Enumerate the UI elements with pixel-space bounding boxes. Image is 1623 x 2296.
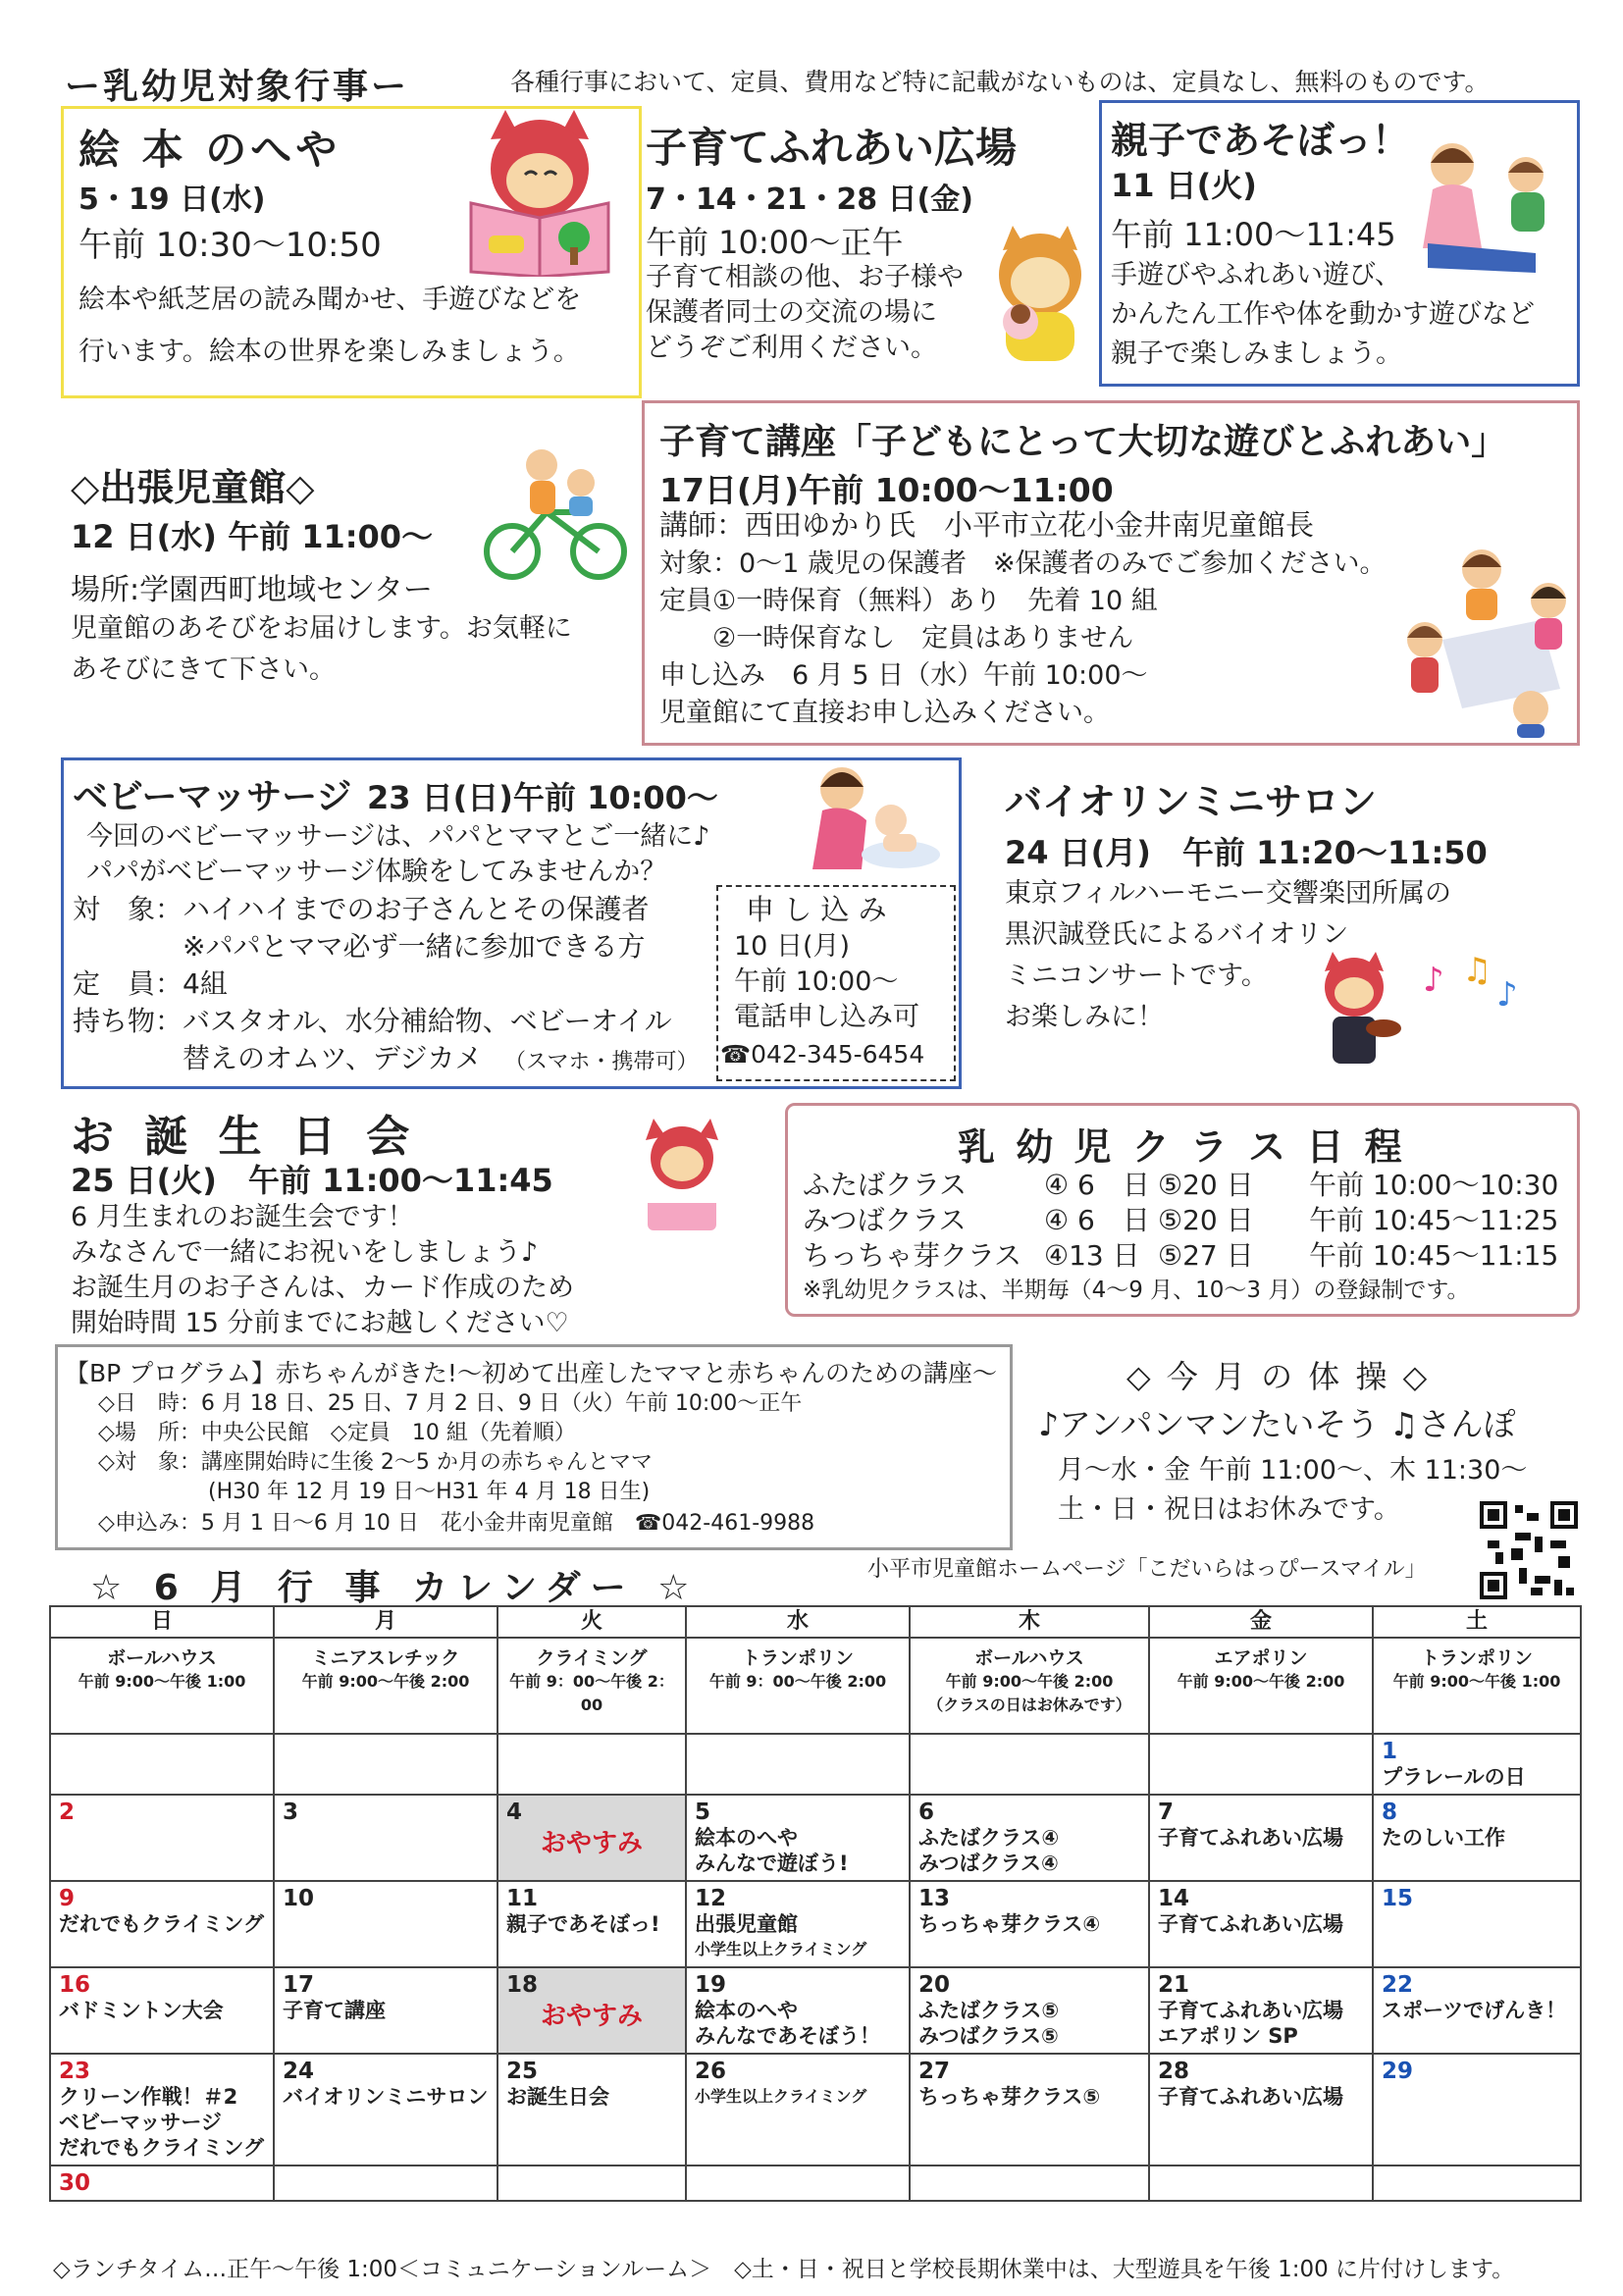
koza-date: 17日(月)午前 10:00～11:00	[659, 471, 1114, 509]
calendar-event: おやすみ	[540, 1829, 643, 1858]
equipment-note: （クラスの日はお休みです）	[927, 1696, 1131, 1714]
oyako-title: 親子であそぼっ！	[1111, 119, 1410, 162]
calendar-day-cell	[50, 1795, 274, 1881]
class-row-d2: ⑤27 日	[1158, 1239, 1254, 1272]
calendar-day-cell	[910, 2054, 1149, 2166]
calendar-day-cell	[50, 1734, 274, 1795]
calendar-event: ちっちゃ芽クラス⑤	[918, 2085, 1101, 2109]
calendar-day-cell	[686, 1795, 910, 1881]
svg-text:♪: ♪	[1423, 961, 1444, 1000]
equipment-cell	[1373, 1638, 1581, 1734]
day-number: 3	[283, 1800, 299, 1825]
equipment-name: ミニアスレチック	[311, 1647, 460, 1669]
koza-apply-2: 児童館にて直接お申し込みください。	[659, 698, 1110, 728]
calendar-event: プラレールの日	[1382, 1765, 1526, 1789]
calendar-day-cell	[1149, 1881, 1373, 1967]
homepage-label: 小平市児童館ホームページ「こだいらはっぴースマイル」	[867, 1557, 1427, 1582]
calendar-day-cell	[686, 2166, 910, 2201]
baby-date: 23 日(日)午前 10:00～	[367, 779, 718, 816]
equipment-cell	[686, 1638, 910, 1734]
calendar-event: バイオリンミニサロン	[283, 2085, 489, 2109]
calendar-event: 子育てふれあい広場	[1158, 1912, 1343, 1936]
calendar-week-row	[50, 1795, 1581, 1881]
baby-apply-time: 午前 10:00～	[734, 966, 899, 997]
calendar-day-cell	[50, 1881, 274, 1967]
calendar-event: スポーツでげんき！	[1382, 1999, 1567, 2022]
weekday-header: 水	[686, 1606, 910, 1638]
day-number: 29	[1382, 2059, 1414, 2084]
calendar-event: 子育てふれあい広場	[1158, 1826, 1343, 1850]
equipment-time: 午前 9：00～午後 2:00	[708, 1672, 887, 1691]
day-number: 11	[506, 1886, 539, 1911]
calendar-event: バドミントン大会	[59, 1999, 224, 2022]
day-number: 9	[59, 1886, 76, 1911]
weekday-header: 土	[1373, 1606, 1581, 1638]
class-row-d1: ④ 6 日	[1044, 1204, 1150, 1236]
calendar-day-cell	[910, 1881, 1149, 1967]
baby-desc-2: パパがベビーマッサージ体験をしてみませんか？	[86, 857, 667, 887]
bp-title: 【BP プログラム】赤ちゃんがきた!～初めて出産したママと赤ちゃんのための講座～	[65, 1359, 997, 1387]
calendar-day-cell	[1149, 2054, 1373, 2166]
calendar-day-cell	[497, 1734, 686, 1795]
weekday-header: 金	[1149, 1606, 1373, 1638]
hiroba-title: 子育てふれあい広場	[646, 124, 1018, 172]
shutcho-date: 12 日(水) 午前 11:00～	[71, 518, 434, 555]
equipment-time: 午前 9:00～午後 1:00	[1392, 1672, 1561, 1691]
shutcho-title: ◇出張児童館◇	[71, 466, 315, 509]
calendar-event: 絵本のへや	[695, 1826, 798, 1850]
calendar-event: 小学生以上クライミング	[695, 2087, 867, 2106]
calendar-day-cell	[497, 1795, 686, 1881]
day-number: 12	[695, 1886, 727, 1911]
calendar-event: 小学生以上クライミング	[695, 1940, 867, 1958]
calendar-day-cell	[50, 2054, 274, 2166]
svg-text:♪: ♪	[1496, 975, 1518, 1015]
day-number: 26	[695, 2059, 727, 2084]
calendar-day-cell	[50, 2166, 274, 2201]
birthday-desc-1: 6 月生まれのお誕生会です！	[71, 1202, 414, 1232]
oyako-desc-2: かんたん工作や体を動かす遊びなど	[1111, 299, 1535, 330]
baby-items-1: 持ち物：バスタオル、水分補給物、ベビーオイル	[73, 1005, 672, 1037]
equipment-cell	[910, 1638, 1149, 1734]
weekday-header: 火	[497, 1606, 686, 1638]
class-row-time: 午前 10:45～11:25	[1309, 1204, 1559, 1236]
equipment-time: 午前 9：00～午後 2：00	[509, 1672, 674, 1714]
cat-reading-illustration	[451, 110, 628, 277]
calendar-week-row	[50, 1881, 1581, 1967]
calendar-day-cell	[1373, 1967, 1581, 2054]
calendar-day-cell	[910, 1967, 1149, 2054]
weekday-header: 木	[910, 1606, 1149, 1638]
calendar-day-cell	[1149, 1734, 1373, 1795]
day-number: 13	[918, 1886, 951, 1911]
equipment-cell	[497, 1638, 686, 1734]
calendar-day-cell	[1373, 1795, 1581, 1881]
equipment-name: ボールハウス	[974, 1647, 1084, 1669]
calendar-day-cell	[274, 1967, 497, 2054]
baby-apply-date: 10 日(月)	[734, 931, 851, 962]
cat-violin-illustration	[1315, 952, 1541, 1070]
day-number: 18	[506, 1972, 539, 1998]
equipment-name: トランポリン	[741, 1647, 854, 1669]
calendar-event: ちっちゃ芽クラス④	[918, 1912, 1101, 1936]
birthday-desc-3: お誕生月のお子さんは、カード作成のため	[71, 1273, 574, 1303]
calendar-event: 出張児童館	[695, 1912, 798, 1936]
equipment-time: 午前 9:00～午後 2:00	[301, 1672, 470, 1691]
bp-place: ◇場 所：中央公民館 ◇定員 10 組（先着順）	[98, 1421, 576, 1445]
calendar-event: おやすみ	[540, 2002, 643, 2031]
calendar-weekday-row	[50, 1606, 1581, 1638]
day-number: 14	[1158, 1886, 1190, 1911]
hiroba-desc-2: 保護者同士の交流の場に	[646, 297, 937, 328]
baby-target-1: 対 象：ハイハイまでのお子さんとその保護者	[73, 893, 650, 925]
class-row-time: 午前 10:00～10:30	[1309, 1169, 1559, 1201]
day-number: 23	[59, 2059, 91, 2084]
calendar-day-cell	[1373, 1881, 1581, 1967]
baby-items-2: 替えのオムツ、デジカメ	[183, 1042, 483, 1074]
violin-title: バイオリンミニサロン	[1005, 780, 1377, 823]
day-number: 21	[1158, 1972, 1190, 1998]
calendar-event: エアポリン SP	[1158, 2024, 1298, 2048]
calendar-day-cell	[274, 2054, 497, 2166]
calendar-event: 子育てふれあい広場	[1158, 1999, 1343, 2022]
calendar-day-cell	[686, 1734, 910, 1795]
calendar-event: 子育て講座	[283, 1999, 386, 2022]
day-number: 7	[1158, 1800, 1175, 1825]
calendar-week-row	[50, 1967, 1581, 2054]
class-row-name: みつばクラス	[803, 1204, 967, 1236]
birthday-title: お 誕 生 日 会	[71, 1112, 418, 1162]
day-number: 25	[506, 2059, 539, 2084]
oyako-desc-1: 手遊びやふれあい遊び、	[1111, 260, 1401, 290]
class-row-d1: ④13 日	[1044, 1239, 1140, 1272]
calendar-event: みつばクラス④	[918, 1852, 1059, 1875]
section-title: ー乳幼児対象行事ー	[65, 67, 410, 107]
bp-apply: ◇申込み：5 月 1 日～6 月 10 日 花小金井南児童館 ☎042-461-9988	[98, 1511, 815, 1536]
day-number: 5	[695, 1800, 711, 1825]
equipment-time: 午前 9:00～午後 1:00	[78, 1672, 246, 1691]
calendar-day-cell	[274, 1795, 497, 1881]
koza-cap-1: 定員①一時保育（無料）あり 先着 10 組	[659, 586, 1158, 616]
calendar-day-cell	[686, 1881, 910, 1967]
ehon-date: 5・19 日(水)	[79, 183, 266, 217]
birthday-date: 25 日(火) 午前 11:00～11:45	[71, 1162, 553, 1199]
equipment-cell	[274, 1638, 497, 1734]
baby-massage-illustration	[793, 761, 950, 879]
taiso-time-2: 土・日・祝日はお休みです。	[1058, 1494, 1400, 1525]
day-number: 16	[59, 1972, 91, 1998]
calendar-event: ふたばクラス④	[918, 1826, 1060, 1850]
calendar-day-cell	[1149, 1795, 1373, 1881]
calendar-event: たのしい工作	[1382, 1826, 1505, 1850]
ehon-desc-2: 行います。絵本の世界を楽しみましょう。	[79, 337, 580, 367]
day-number: 17	[283, 1972, 315, 1998]
hiroba-desc-3: どうぞご利用ください。	[646, 333, 937, 363]
taiso-time-1: 月～水・金 午前 11:00～、木 11:30～	[1058, 1455, 1528, 1486]
classes-title: 乳 幼 児 ク ラ ス 日 程	[958, 1125, 1406, 1169]
calendar-event: ベビーマッサージ	[59, 2111, 222, 2134]
calendar-day-cell	[497, 2054, 686, 2166]
calendar-day-cell	[686, 1967, 910, 2054]
calendar-equipment-row	[50, 1638, 1581, 1734]
weekday-header: 日	[50, 1606, 274, 1638]
calendar-event: みんなであそぼう！	[695, 2024, 880, 2048]
violin-desc-4: お楽しみに！	[1005, 1002, 1164, 1032]
baby-apply-tel: ☎042-345-6454	[720, 1040, 925, 1069]
bp-target: ◇対 象：講座開始時に生後 2～5 か月の赤ちゃんとママ	[98, 1450, 653, 1475]
day-number: 6	[918, 1800, 935, 1825]
day-number: 22	[1382, 1972, 1414, 1998]
baby-cap: 定 員：4組	[73, 967, 228, 1000]
cat-cake-illustration	[628, 1119, 736, 1236]
calendar-event: だれでもクライミング	[59, 1912, 264, 1936]
calendar-day-cell	[910, 2166, 1149, 2201]
calendar-event: お誕生日会	[506, 2085, 609, 2109]
koza-title: 子育て講座「子どもにとって大切な遊びとふれあい」	[659, 422, 1507, 462]
calendar-day-cell	[497, 1967, 686, 2054]
equipment-name: ボールハウス	[107, 1647, 217, 1669]
violin-desc-3: ミニコンサートです。	[1005, 961, 1268, 991]
calendar-event: ふたばクラス⑤	[918, 1999, 1060, 2022]
calendar-event: みつばクラス⑤	[918, 2024, 1059, 2048]
oyako-time: 午前 11:00～11:45	[1111, 216, 1396, 253]
ehon-title: 絵 本 のへや	[79, 126, 341, 174]
birthday-desc-4: 開始時間 15 分前までにお越しください♡	[71, 1308, 569, 1338]
group-parents-illustration	[1403, 542, 1575, 738]
header-note: 各種行事において、定員、費用など特に記載がないものは、定員なし、無料のものです。	[510, 68, 1490, 96]
calendar-day-cell	[274, 1734, 497, 1795]
calendar-day-cell	[686, 2054, 910, 2166]
equipment-cell	[50, 1638, 274, 1734]
calendar-title: ☆ 6 月 行 事 カレンダー ☆	[90, 1568, 700, 1608]
calendar-week-row	[50, 2166, 1581, 2201]
calendar-day-cell	[1149, 1967, 1373, 2054]
ehon-time: 午前 10:30～10:50	[79, 226, 382, 265]
calendar-day-cell	[910, 1795, 1149, 1881]
class-row-d2: ⑤20 日	[1158, 1204, 1254, 1236]
calendar-day-cell	[50, 1967, 274, 2054]
event-calendar	[49, 1605, 1582, 2202]
koza-target: 対象：0～1 歳児の保護者 ※保護者のみでご参加ください。	[659, 548, 1387, 579]
taiso-songs: ♪アンパンマンたいそう ♫さんぽ	[1038, 1405, 1516, 1443]
calendar-week-row	[50, 1734, 1581, 1795]
violin-date: 24 日(月) 午前 11:20～11:50	[1005, 834, 1488, 871]
taiso-title: ◇ 今 月 の 体 操 ◇	[1126, 1358, 1431, 1395]
weekday-header: 月	[274, 1606, 497, 1638]
calendar-day-cell	[1149, 2166, 1373, 2201]
calendar-event: クリーン作戦！＃2	[59, 2085, 238, 2109]
calendar-day-cell	[1373, 1734, 1581, 1795]
class-row-name: ちっちゃ芽クラス	[803, 1239, 1022, 1272]
bicycle-illustration	[483, 444, 630, 581]
day-number: 8	[1382, 1800, 1398, 1825]
calendar-day-cell	[910, 1734, 1149, 1795]
equipment-name: トランポリン	[1420, 1647, 1533, 1669]
koza-cap-2: ②一時保育なし 定員はありません	[712, 623, 1134, 653]
baby-target-2: ※パパとママ必ず一緒に参加できる方	[183, 930, 646, 963]
calendar-day-cell	[1373, 2166, 1581, 2201]
baby-apply-tel-ok: 電話申し込み可	[734, 1002, 919, 1032]
oyako-date: 11 日(火)	[1111, 167, 1257, 204]
calendar-week-row	[50, 2054, 1581, 2166]
shutcho-place: 場所:学園西町地域センター	[71, 573, 433, 607]
day-number: 20	[918, 1972, 951, 1998]
violin-desc-2: 黒沢誠登氏によるバイオリン	[1005, 919, 1349, 950]
koza-apply: 申し込み 6 月 5 日（水）午前 10:00～	[659, 660, 1148, 691]
hiroba-date: 7・14・21・28 日(金)	[646, 183, 973, 217]
calendar-day-cell	[274, 1881, 497, 1967]
calendar-event: みんなで遊ぼう!	[695, 1852, 849, 1875]
day-number: 10	[283, 1886, 315, 1911]
classes-note: ※乳幼児クラスは、半期毎（4～9 月、10～3 月）の登録制です。	[803, 1278, 1470, 1303]
equipment-name: エアポリン	[1214, 1647, 1308, 1669]
class-row-name: ふたばクラス	[803, 1169, 968, 1201]
calendar-day-cell	[497, 1881, 686, 1967]
hiroba-time: 午前 10:00～正午	[646, 224, 904, 261]
ehon-desc-1: 絵本や紙芝居の読み聞かせ、手遊びなどを	[79, 285, 582, 315]
class-row-d1: ④ 6 日	[1044, 1169, 1150, 1201]
baby-desc-1: 今回のベビーマッサージは、パパとママとご一緒に♪	[86, 821, 710, 852]
day-number: 30	[59, 2170, 91, 2196]
day-number: 2	[59, 1800, 76, 1825]
baby-title: ベビーマッサージ	[73, 777, 352, 817]
calendar-event: だれでもクライミング	[59, 2136, 264, 2160]
calendar-event: 子育てふれあい広場	[1158, 2085, 1343, 2109]
calendar-day-cell	[1373, 2054, 1581, 2166]
equipment-time: 午前 9:00～午後 2:00	[945, 1672, 1114, 1691]
oyako-desc-3: 親子で楽しみましょう。	[1111, 339, 1402, 369]
calendar-event: 絵本のへや	[695, 1999, 798, 2022]
class-row-d2: ⑤20 日	[1158, 1169, 1254, 1201]
hiroba-desc-1: 子育て相談の他、お子様や	[646, 262, 964, 292]
baby-apply-title: 申 し 込 み	[746, 893, 887, 926]
violin-desc-1: 東京フィルハーモニー交響楽団所属の	[1005, 878, 1451, 909]
calendar-event: 親子であそぼっ!	[506, 1912, 660, 1936]
koza-lecturer: 講師：西田ゆかり氏 小平市立花小金井南児童館長	[659, 508, 1315, 542]
cat-holding-baby-illustration	[981, 226, 1099, 363]
day-number: 1	[1382, 1739, 1398, 1764]
day-number: 28	[1158, 2059, 1190, 2084]
equipment-time: 午前 9:00～午後 2:00	[1177, 1672, 1345, 1691]
day-number: 19	[695, 1972, 727, 1998]
day-number: 4	[506, 1800, 523, 1825]
baby-items-note: （スマホ・携帯可）	[504, 1050, 699, 1074]
equipment-name: クライミング	[536, 1647, 648, 1669]
shutcho-desc-1: 児童館のあそびをお届けします。お気軽に	[71, 613, 572, 644]
day-number: 24	[283, 2059, 315, 2084]
bp-target-2: (H30 年 12 月 19 日～H31 年 4 月 18 日生)	[208, 1480, 651, 1504]
calendar-day-cell	[274, 2166, 497, 2201]
calendar-day-cell	[497, 2166, 686, 2201]
qr-code	[1480, 1501, 1578, 1599]
footer-note: ◇ランチタイム…正午～午後 1:00＜コミュニケーションルーム＞ ◇土・日・祝日と学校長期休業中は、大型遊具を午後 1:00 に片付けします。	[53, 2257, 1515, 2282]
svg-text:♫: ♫	[1462, 952, 1492, 990]
day-number: 27	[918, 2059, 951, 2084]
equipment-cell	[1149, 1638, 1373, 1734]
birthday-desc-2: みなさんで一緒にお祝いをしましょう♪	[71, 1237, 539, 1268]
parent-child-illustration	[1413, 135, 1575, 292]
class-row-time: 午前 10:45～11:15	[1309, 1239, 1559, 1272]
day-number: 15	[1382, 1886, 1414, 1911]
shutcho-desc-2: あそびにきて下さい。	[71, 654, 336, 685]
bp-date: ◇日 時：6 月 18 日、25 日、7 月 2 日、9 日（火）午前 10:00～正午	[98, 1391, 803, 1416]
